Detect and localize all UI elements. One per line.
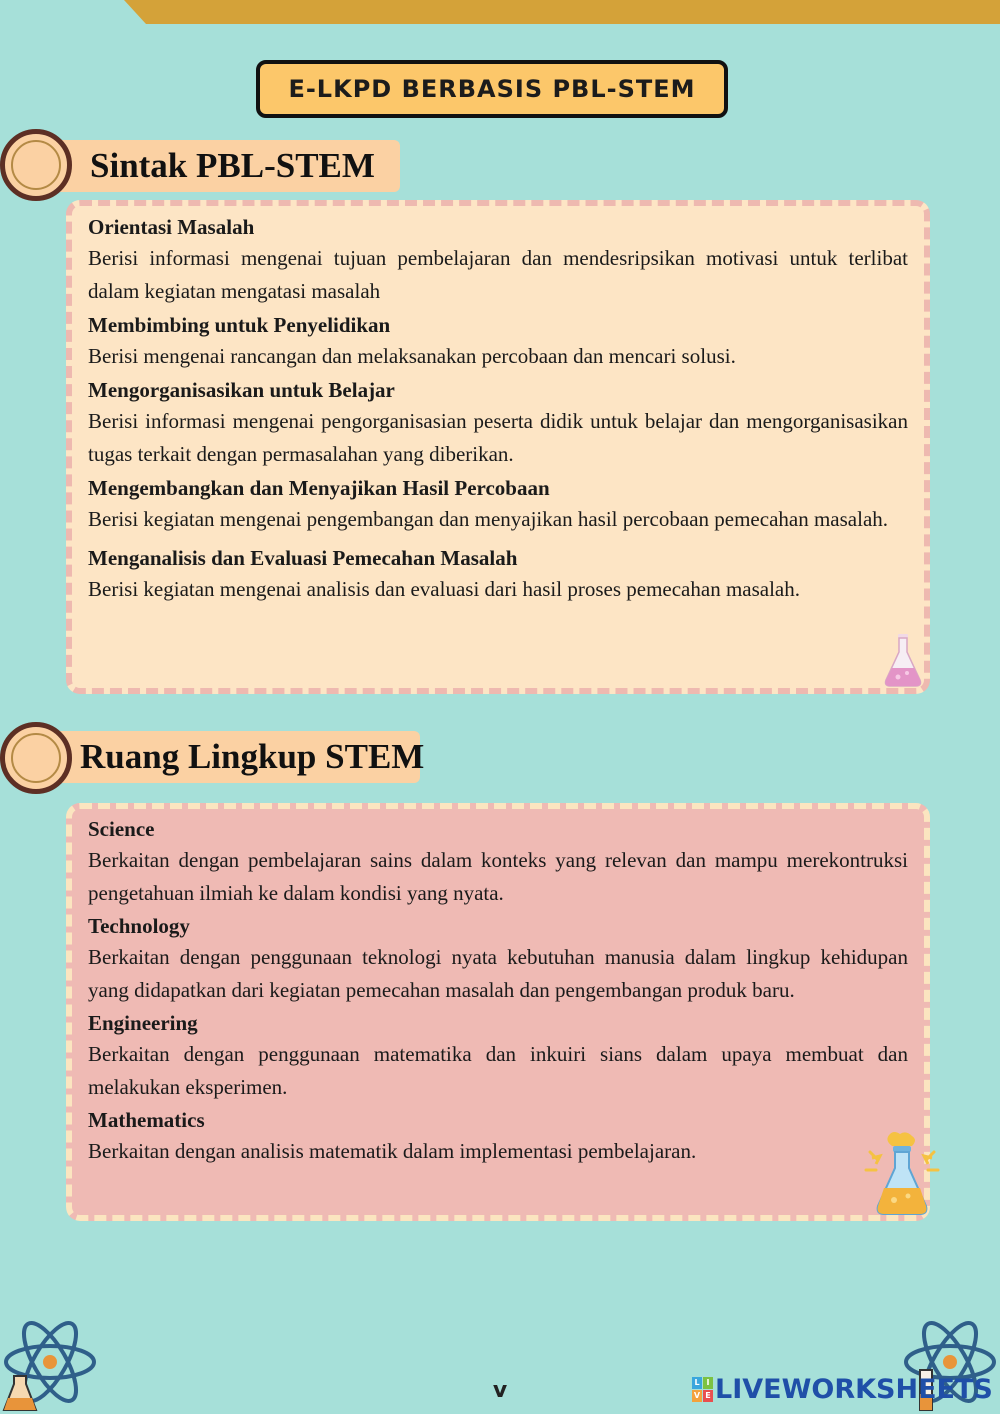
- item-description: Berkaitan dengan penggunaan teknologi nyata kebutuhan manusia dalam lingkup kehidupan yang didapatkan dari kegiatan pemecahan masalah dan pengembangan produk baru.: [88, 945, 908, 1002]
- item-title: Science: [88, 817, 155, 841]
- page-number: v: [492, 1378, 508, 1403]
- document-title: E-LKPD BERBASIS PBL-STEM: [256, 60, 728, 118]
- item-description: Berisi mengenai rancangan dan melaksanakan percobaan dan mencari solusi.: [88, 344, 736, 368]
- top-decorative-band: [0, 0, 1000, 24]
- ring-icon: [0, 722, 72, 794]
- item-description: Berisi informasi mengenai pengorganisasian peserta didik untuk belajar dan mengorganisasikan tugas terkait dengan permasalahan yang diberikan.: [88, 409, 908, 466]
- item-title: Engineering: [88, 1011, 198, 1035]
- item-title: Mathematics: [88, 1108, 205, 1132]
- item-title: Mengembangkan dan Menyajikan Hasil Percobaan: [88, 476, 550, 500]
- item-title: Membimbing untuk Penyelidikan: [88, 313, 391, 337]
- section-heading-tab: [36, 140, 400, 192]
- item-description: Berkaitan dengan penggunaan matematika dan inkuiri sians dalam upaya membuat dan melakukan eksperimen.: [88, 1042, 908, 1099]
- item-title: Orientasi Masalah: [88, 215, 255, 239]
- logo-text: LIVEWORKSHEETS: [715, 1373, 993, 1405]
- item-title: Technology: [88, 914, 190, 938]
- item-description: Berkaitan dengan analisis matematik dalam implementasi pembelajaran.: [88, 1139, 697, 1163]
- item-description: Berisi kegiatan mengenai analisis dan evaluasi dari hasil proses pemecahan masalah.: [88, 577, 801, 601]
- erupting-flask-icon: [860, 1130, 944, 1220]
- item-description: Berkaitan dengan pembelajaran sains dalam konteks yang relevan dan mampu merekontruksi pengetahuan ilmiah ke dalam kondisi yang nyata.: [88, 848, 908, 905]
- ring-icon: [0, 129, 72, 201]
- liveworksheets-logo: [692, 1372, 993, 1406]
- atom-flask-icon: [0, 1310, 100, 1414]
- section-heading-text: Sintak PBL-STEM: [90, 146, 375, 185]
- logo-grid-icon: L I V E: [692, 1377, 712, 1401]
- item-description: Berisi informasi mengenai tujuan pembelajaran dan mendesripsikan motivasi untuk terlibat dalam kegiatan mengatasi masalah: [88, 246, 908, 303]
- item-description: Berisi kegiatan mengenai pengembangan dan menyajikan hasil percobaan pemecahan masalah.: [88, 507, 889, 531]
- flask-icon: [880, 632, 926, 690]
- item-title: Menganalisis dan Evaluasi Pemecahan Masalah: [88, 546, 518, 570]
- sintak-panel: [66, 200, 930, 694]
- section-heading-tab: [36, 731, 425, 783]
- stem-panel: [66, 803, 930, 1221]
- section-heading-text: Ruang Lingkup STEM: [80, 737, 425, 776]
- item-title: Mengorganisasikan untuk Belajar: [88, 378, 395, 402]
